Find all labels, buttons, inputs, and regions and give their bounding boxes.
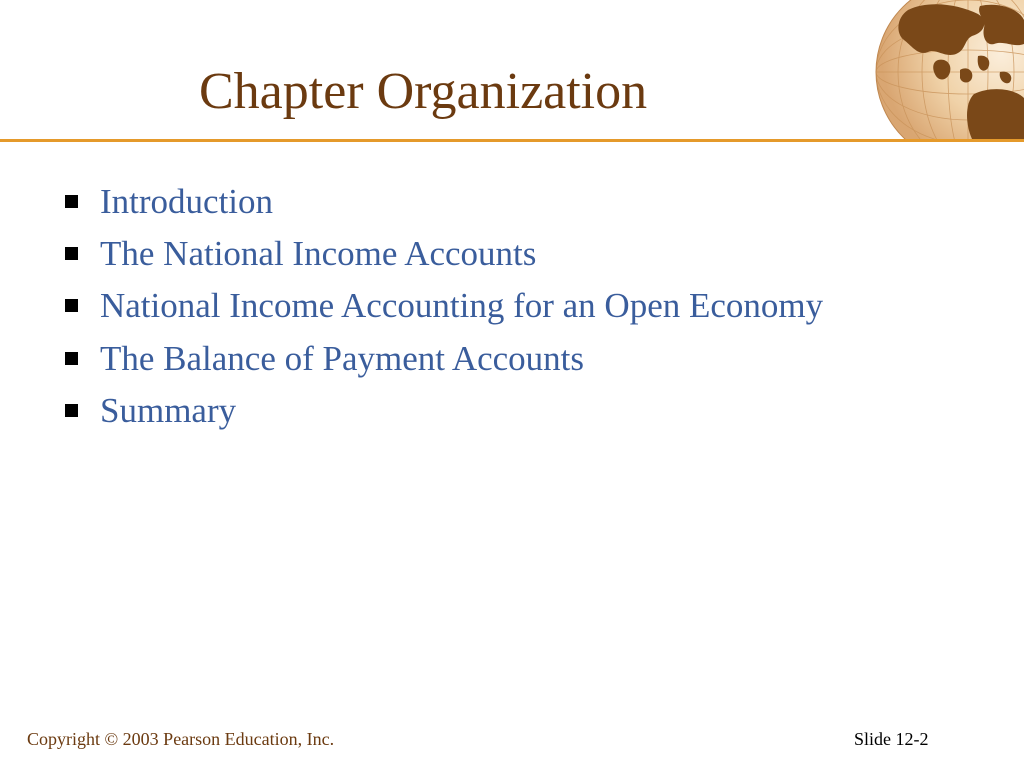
bullet-text: Summary — [100, 390, 237, 430]
bullet-text: Introduction — [100, 182, 274, 221]
square-bullet-icon — [65, 404, 78, 417]
slide-number: Slide 12-2 — [854, 729, 929, 749]
bullet-text: National Income Accounting for an Open Economy — [100, 286, 824, 326]
list-item — [65, 236, 823, 288]
list-item — [65, 184, 823, 236]
square-bullet-icon — [65, 247, 78, 260]
list-item — [65, 288, 823, 340]
square-bullet-icon — [65, 352, 78, 365]
bullet-list — [65, 184, 823, 445]
globe-icon — [868, 0, 1024, 139]
list-item — [65, 390, 823, 445]
square-bullet-icon — [65, 299, 78, 312]
square-bullet-icon — [65, 195, 78, 208]
footer-copyright: Copyright © 2003 Pearson Education, Inc. — [27, 729, 335, 749]
slide-title: Chapter Organization — [199, 63, 648, 120]
bullet-text: The Balance of Payment Accounts — [100, 338, 585, 378]
list-item — [65, 338, 823, 393]
bullet-text: The National Income Accounts — [100, 234, 537, 274]
title-divider — [0, 139, 1024, 142]
